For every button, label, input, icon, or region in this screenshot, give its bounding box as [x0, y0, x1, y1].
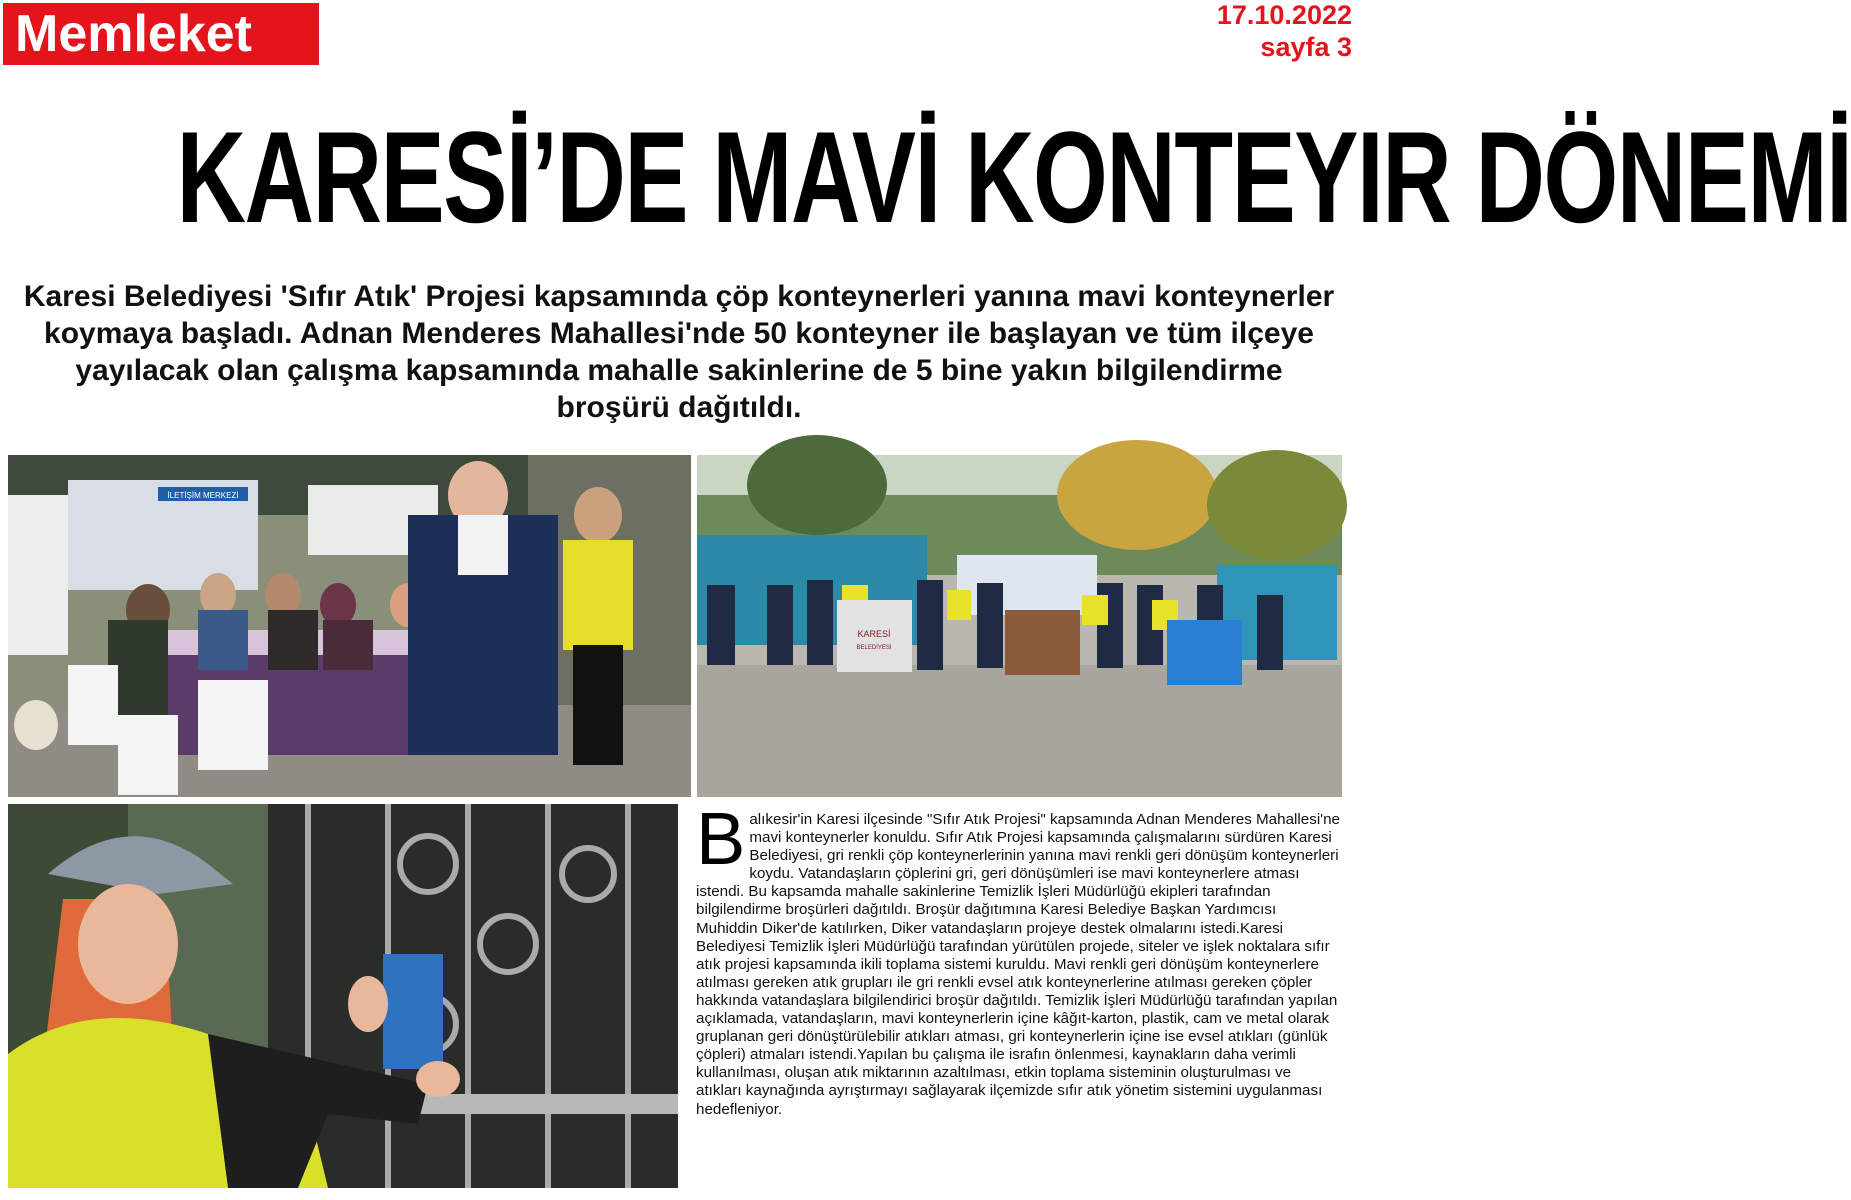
- headline: KARESİ’DE MAVİ KONTEYIR DÖNEMİ: [176, 104, 1851, 250]
- photo-brochure-distribution: [8, 804, 678, 1188]
- photo-breakfast-gathering: [8, 455, 691, 797]
- bin-label-sub: BELEDİYESİ: [856, 645, 892, 651]
- page-number: sayfa 3: [1260, 32, 1352, 62]
- bin-label: KARESİ: [857, 629, 891, 639]
- photo-staff-with-containers: [697, 455, 1342, 797]
- masthead-logo: Memleket: [3, 3, 319, 65]
- article-body: [696, 797, 1340, 1191]
- article-text: alıkesir'in Karesi ilçesinde "Sıfır Atık Projesi" kapsamında Adnan Menderes Mahallesi'ne mavi konteynerler konuldu. Sıfır Atık Projesi kapsamında çalışmalarını sürdüren Karesi Belediyesi, gri renkli çöp konteynerlerinin yanına mavi renkli geri dönüşüm konteynerleri koydu. Vatandaşların çöplerini gri, geri dönüşümleri ise mavi konteynerlere atması istendi. Bu kapsamda mahalle sakinlerine Temizlik İşleri Müdürlüğü ekipleri tarafından bilgilendirme broşürleri dağıtıldı. Broşür dağıtımına Karesi Belediye Başkan Yardımcısı Muhiddin Diker'de katılırken, Diker vatandaşların projeye destek olmalarını istedi.Karesi Belediyesi Temizlik İşleri Müdürlüğü tarafından yürütülen projede, siteler ve işlek noktalara sıfır atık projesi kapsamında ikili toplama sistemi kuruldu. Mavi renkli geri dönüşüm konteynerlere atılması gereken atık grupları ile gri renkli evsel atık konteynerlerine atılması gereken çöpler hakkında vatandaşlara bilgilendirici broşür dağıtıldı. Temizlik İşleri Müdürlüğü tarafından yapılan açıklamada, vatandaşların, mavi konteynerlerin içine kâğıt-karton, plastik, cam ve metal olarak gruplanan geri dönüştürülebilir atıkları atması, gri konteynerlerin içine ise evsel atıkları (günlük çöpleri) atmaları istendi.Yapılan bu çalışma ile israfın önlenmesi, kaynakların daha verimli kullanılması, oluşan atık miktarının azaltılması, etkin toplama sisteminin oluşturulması ve atıkları kaynağında ayrıştırmayı sağlayarak ilçemizde sıfır atık yönetim sistemini uygulanması hedefleniyor.: [696, 811, 1340, 1118]
- issue-date: 17.10.2022: [1216, 0, 1352, 30]
- lead-paragraph: Karesi Belediyesi 'Sıfır Atık' Projesi kapsamında çöp konteynerleri yanına mavi konteynerler koymaya başladı. Adnan Menderes Mahallesi'nde 50 konteyner ile başlayan ve tüm ilçeye yayılacak olan çalışma kapsamında mahalle sakinlerine de 5 bine yakın bilgilendirme broşürü dağıtıldı.: [23, 280, 1335, 424]
- sign-iletisim: İLETİŞİM MERKEZİ: [167, 491, 239, 500]
- article-dropcap: B: [696, 797, 746, 880]
